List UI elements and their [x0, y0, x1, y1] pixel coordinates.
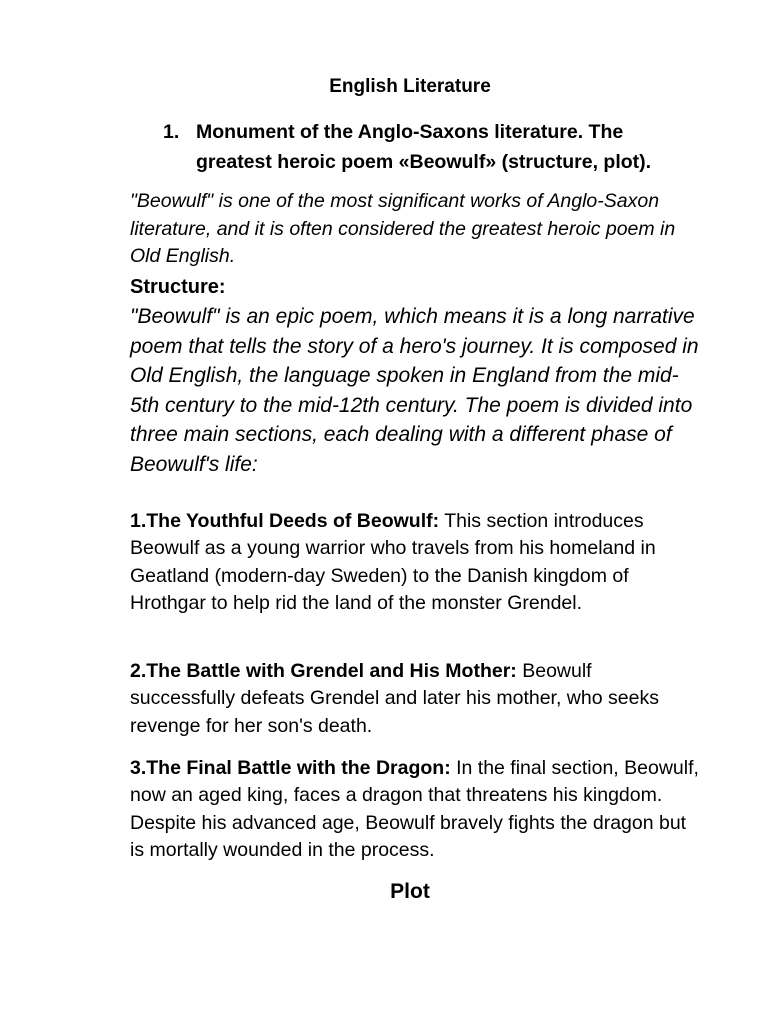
- section-1-label: 1.The Youthful Deeds of Beowulf:: [130, 510, 440, 532]
- section-paragraph-1: [130, 508, 700, 617]
- section-paragraph-2: [130, 658, 700, 740]
- plot-heading: Plot: [390, 880, 430, 903]
- section-2-text: Beowulf successfully defeats Grendel and later his mother, who seeks revenge for her son's death.: [130, 660, 659, 737]
- structure-description: "Beowulf" is an epic poem, which means it is a long narrative poem that tells the story of a hero's journey. It is composed in Old English, the language spoken in England from the mid-5th century to the mid-12th century. The poem is divided into three main sections, each dealing with a different phase of Beowulf's life:: [130, 305, 699, 476]
- page-title: English Literature: [329, 76, 491, 97]
- intro-paragraph: "Beowulf" is one of the most significant works of Anglo-Saxon literature, and it is often considered the greatest heroic poem in Old English.: [130, 190, 676, 267]
- section-paragraph-3: [130, 755, 700, 864]
- section-3-text: In the final section, Beowulf, now an aged king, faces a dragon that threatens his kingdom. Despite his advanced age, Beowulf bravely fights the dragon but is mortally wounded in the process.: [130, 757, 699, 861]
- structure-label: Structure:: [130, 276, 226, 298]
- heading-number: 1.: [163, 121, 180, 143]
- section-3-label: 3.The Final Battle with the Dragon:: [130, 757, 451, 779]
- heading-text: Monument of the Anglo-Saxons literature. The greatest heroic poem «Beowulf» (structure, plot).: [196, 121, 652, 173]
- section-heading: [130, 117, 700, 177]
- section-2-label: 2.The Battle with Grendel and His Mother:: [130, 660, 517, 682]
- section-1-text: This section introduces Beowulf as a young warrior who travels from his homeland in Geatland (modern-day Sweden) to the Danish kingdom of Hrothgar to help rid the land of the monster Grendel.: [130, 510, 656, 614]
